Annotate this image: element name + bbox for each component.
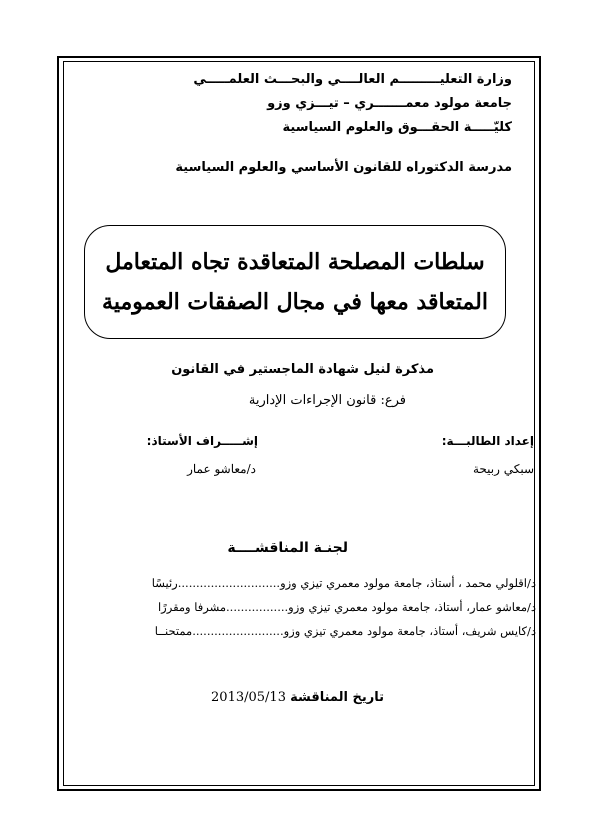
supervisor-label: إشـــــراف الأستاذ: bbox=[146, 434, 258, 448]
student-name: سبكي ربيحة bbox=[472, 462, 534, 476]
thesis-title-line-2: المتعاقد معها في مجال الصفقات العمومية bbox=[102, 289, 488, 315]
defense-date-line bbox=[211, 690, 384, 705]
committee-member-supervisor: د/معاشو عمار، أستاذ، جامعة مولود معمري تيزي وزو.................مشرفا ومقررًا bbox=[157, 600, 536, 614]
committee-member-chair: د/اقلولي محمد ، أستاذ، جامعة مولود معمري تيزي وزو............................رئيسًا bbox=[151, 576, 536, 590]
supervisor-name: د/معاشو عمار bbox=[187, 462, 256, 476]
thesis-title-line-1: سلطات المصلحة المتعاقدة تجاه المتعامل bbox=[105, 249, 485, 275]
doctoral-school-line: مدرسة الدكتوراه للقانون الأساسي والعلوم السياسية bbox=[175, 160, 512, 175]
committee-title: لجنـة المناقشــــة bbox=[227, 540, 348, 556]
ministry-line: وزارة التعليـــــــــم العالــــي والبحـــث العلمـــــي bbox=[193, 72, 512, 87]
thesis-title-box bbox=[84, 225, 506, 339]
faculty-line: كليّـــــة الحقـــوق والعلوم السياسية bbox=[282, 120, 512, 135]
memo-degree-line: مذكرة لنيل شهادة الماجستير في القانون bbox=[171, 362, 434, 377]
university-line: جامعة مولود معمـــــــري – تيـــزي وزو bbox=[267, 96, 512, 111]
branch-line: فرع: قانون الإجراءات الإدارية bbox=[248, 393, 406, 408]
committee-member-examiner: د/كايس شريف، أستاذ، جامعة مولود معمري تيزي وزو.........................ممتحنــا bbox=[154, 624, 536, 638]
defense-date-value: 2013/05/13 bbox=[211, 690, 286, 705]
defense-date-label: تاريخ المناقشة bbox=[290, 690, 384, 705]
prepared-by-label: إعداد الطالبـــة: bbox=[441, 434, 534, 448]
